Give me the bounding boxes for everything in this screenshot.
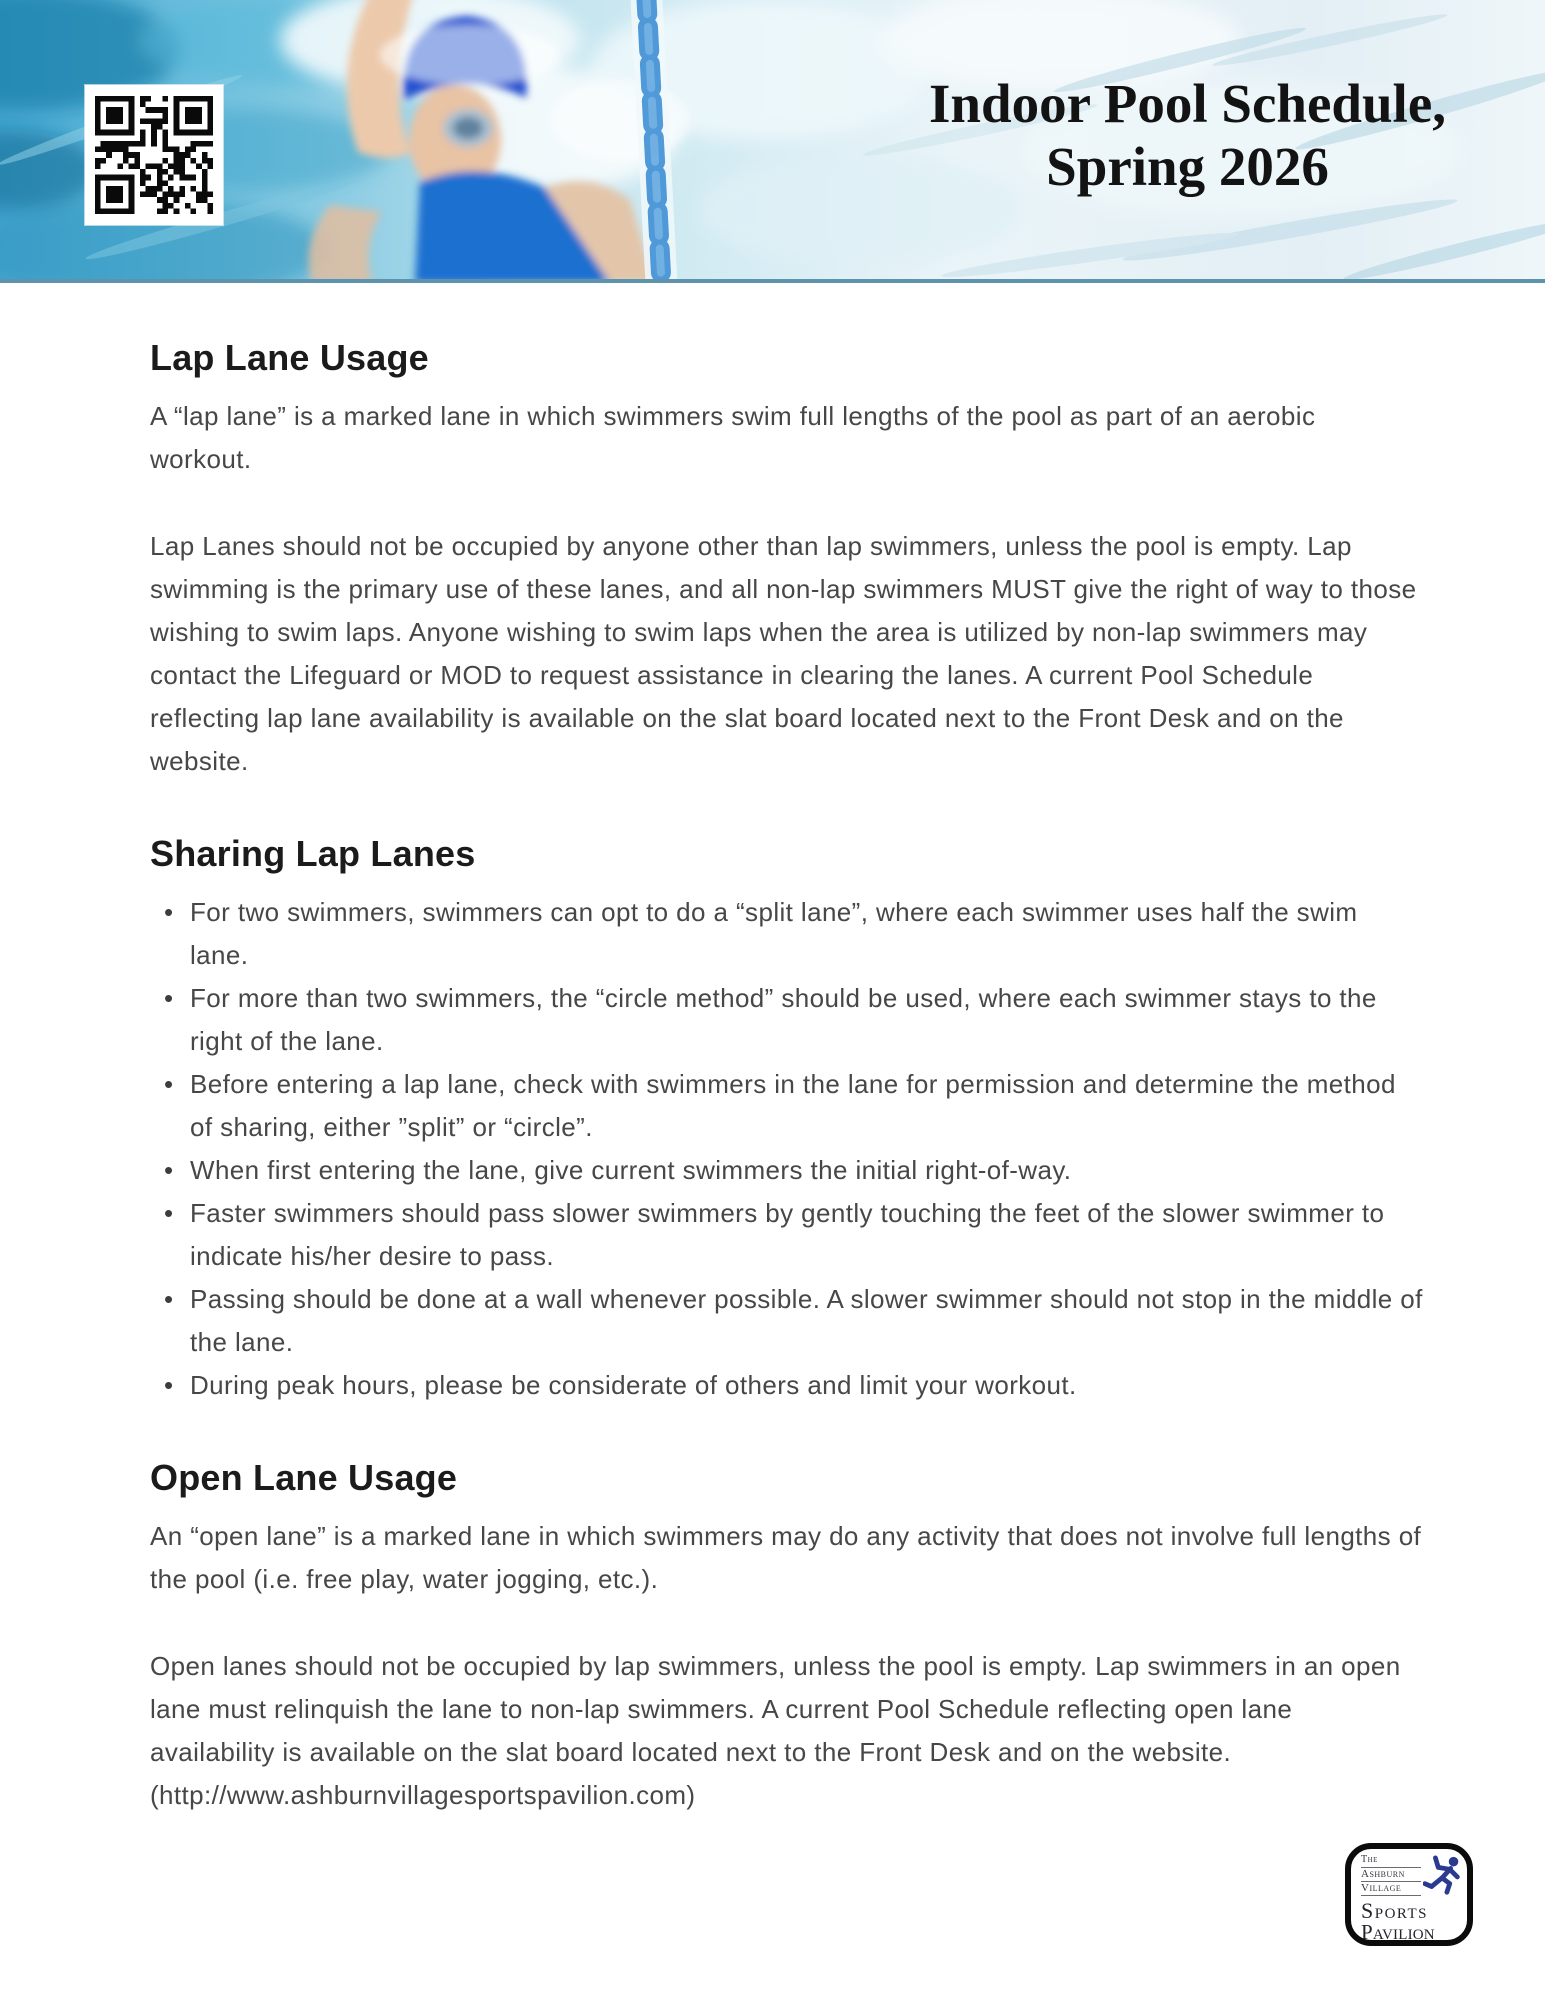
document-body (0, 283, 1545, 1817)
page-title-line-1: Indoor Pool Schedule, (929, 73, 1446, 134)
logo-text-village: Village (1361, 1882, 1421, 1896)
lane-rope (646, 0, 662, 283)
section-heading-lap-lane-usage: Lap Lane Usage (150, 337, 429, 378)
section-heading-open-lane-usage: Open Lane Usage (150, 1457, 458, 1498)
qr-code-icon (85, 85, 223, 225)
sports-pavilion-logo (1345, 1843, 1473, 1946)
paragraph-open-lane-def: An “open lane” is a marked lane in which swimmers may do any activity that does not involve full lengths of the pool (i.e. free play, water jogging, etc.). (150, 1521, 1422, 1594)
logo-text-sports: Sports (1361, 1898, 1429, 1923)
logo-text-the: The (1361, 1854, 1421, 1868)
list-item-peak-hours: • During peak hours, please be considerate of others and limit your workout. (190, 1364, 1423, 1407)
sharing-rules-list (150, 891, 1423, 1407)
paragraph-lap-lane-rules: Lap Lanes should not be occupied by anyone other than lap swimmers, unless the pool is empty. Lap swimming is the primary use of these lanes, and all non-lap swimmers MUST give the right of way to those wishing to swim laps. Anyone wishing to swim laps when the area is utilized by non-lap swimmers may contact the Lifeguard or MOD to request assistance in clearing the lanes. A current Pool Schedule reflecting lap lane availability is available on the slat board located next to the Front Desk and on the website. (150, 531, 1417, 776)
runner-icon (1421, 1854, 1465, 1897)
header-banner (0, 0, 1545, 283)
page-title-line-2: Spring 2026 (1046, 136, 1329, 197)
list-item-split-lane: • For two swimmers, swimmers can opt to do a “split lane”, where each swimmer uses half the swim lane. (190, 891, 1423, 977)
list-item-check-permission: • Before entering a lap lane, check with swimmers in the lane for permission and determine the method of sharing, either ”split” or “circle”. (190, 1063, 1423, 1149)
logo-text-pavilion: Pavilion (1361, 1920, 1435, 1944)
list-item-pass-at-wall: • Passing should be done at a wall whenever possible. A slower swimmer should not stop in the middle of the lane. (190, 1278, 1423, 1364)
page-title (880, 72, 1495, 198)
paragraph-open-lane-rules: Open lanes should not be occupied by lap swimmers, unless the pool is empty. Lap swimmers in an open lane must relinquish the lane to non-lap swimmers. A current Pool Schedule reflecting open lane availability is available on the slat board located next to the Front Desk and on the website. (http://www.ashburnvillagesportspavilion.com) (150, 1651, 1401, 1810)
list-item-circle-method: • For more than two swimmers, the “circle method” should be used, where each swimmer stays to the right of the lane. (190, 977, 1423, 1063)
paragraph-lap-lane-def: A “lap lane” is a marked lane in which swimmers swim full lengths of the pool as part of an aerobic workout. (150, 401, 1316, 474)
logo-text-ashburn: Ashburn (1361, 1868, 1421, 1882)
list-item-passing-touch: • Faster swimmers should pass slower swimmers by gently touching the feet of the slower swimmer to indicate his/her desire to pass. (190, 1192, 1423, 1278)
list-item-right-of-way: • When first entering the lane, give current swimmers the initial right-of-way. (190, 1149, 1423, 1192)
section-heading-sharing-lap-lanes: Sharing Lap Lanes (150, 833, 476, 874)
